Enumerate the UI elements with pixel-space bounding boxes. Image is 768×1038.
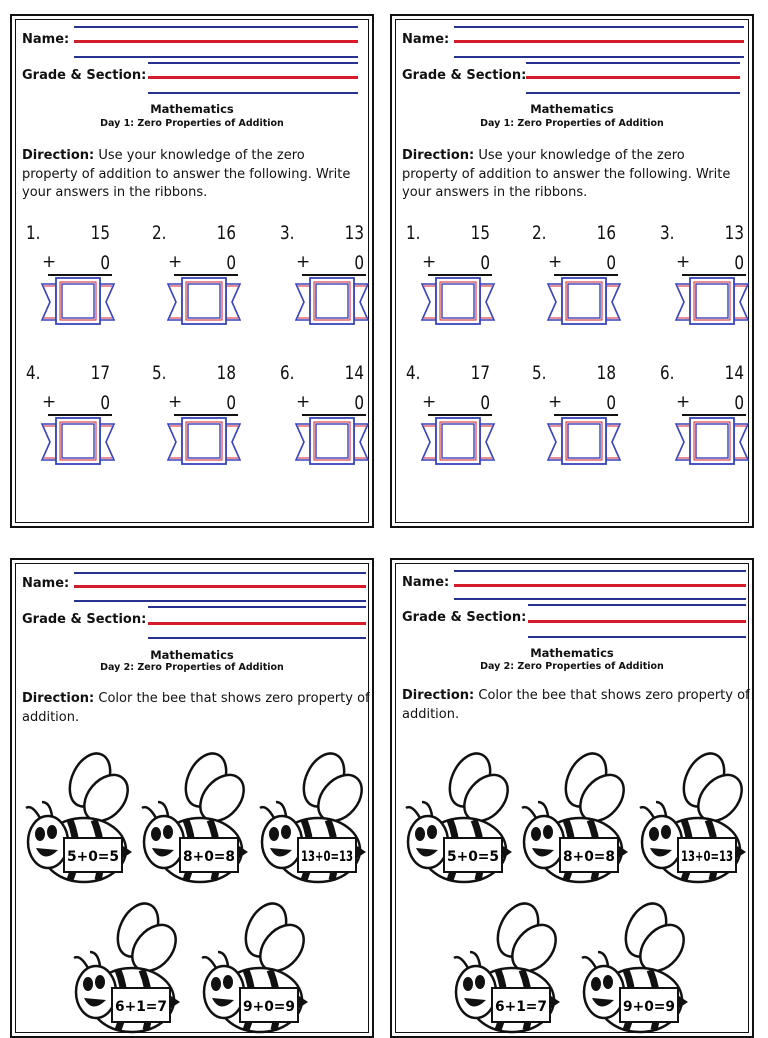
bee-3[interactable] [636, 750, 748, 890]
problem-4 [406, 362, 516, 492]
addend-bottom: 0 [100, 252, 110, 274]
addend-top: 18 [216, 362, 236, 384]
problem-4 [26, 362, 136, 492]
bee-4[interactable] [450, 900, 562, 1038]
problem-number: 1. [406, 222, 421, 244]
problem-6 [660, 362, 754, 492]
direction-body: Use your knowledge of the zero property of addition to answer the following. Write your answers in the ribbons. [402, 148, 731, 200]
problem-number: 4. [406, 362, 421, 384]
day-title: Day 2: Zero Properties of Addition [480, 661, 664, 672]
direction-body: Color the bee that shows zero property of addition. [22, 691, 370, 725]
direction-body: Use your knowledge of the zero property of addition to answer the following. Write your answers in the ribbons. [22, 148, 351, 200]
answer-ribbon[interactable] [38, 414, 118, 470]
problem-number: 6. [660, 362, 675, 384]
name-label: Name: [22, 576, 70, 591]
name-line-bottom [74, 56, 358, 58]
addend-bottom: 0 [734, 392, 744, 414]
addend-bottom: 0 [226, 252, 236, 274]
addend-top: 17 [470, 362, 490, 384]
bee-equation: 9+0=9 [243, 999, 295, 1015]
answer-ribbon[interactable] [164, 414, 244, 470]
plus-sign: + [42, 392, 57, 412]
addend-bottom: 0 [480, 392, 490, 414]
bee-equation: 6+1=7 [115, 999, 167, 1015]
name-line-bottom [454, 56, 744, 58]
answer-ribbon[interactable] [292, 414, 372, 470]
answer-ribbon[interactable] [418, 274, 498, 330]
direction-label: Direction: [22, 148, 95, 163]
addend-top: 13 [344, 222, 364, 244]
grade-line-top [528, 604, 746, 606]
day-title: Day 2: Zero Properties of Addition [100, 662, 284, 673]
problem-number: 2. [532, 222, 547, 244]
problem-1 [406, 222, 516, 352]
bee-4[interactable] [70, 900, 182, 1038]
subject-title: Mathematics [150, 648, 234, 662]
direction-text [22, 147, 352, 203]
answer-ribbon[interactable] [544, 414, 624, 470]
addend-top: 16 [216, 222, 236, 244]
grade-section-line[interactable] [528, 620, 746, 623]
grade-section-label: Grade & Section: [22, 68, 147, 83]
bee-1[interactable] [402, 750, 514, 890]
bee-equation: 13+0=13 [301, 849, 353, 865]
problem-number: 5. [532, 362, 547, 384]
problem-number: 3. [660, 222, 675, 244]
grade-section-label: Grade & Section: [402, 68, 527, 83]
addend-top: 14 [724, 362, 744, 384]
grade-line-bottom [148, 637, 366, 639]
problem-3 [660, 222, 754, 352]
plus-sign: + [168, 392, 183, 412]
subject-title: Mathematics [530, 102, 614, 116]
name-line[interactable] [74, 585, 366, 588]
addend-bottom: 0 [354, 392, 364, 414]
bee-5[interactable] [578, 900, 690, 1038]
plus-sign: + [422, 392, 437, 412]
grade-section-line[interactable] [526, 76, 740, 79]
problem-6 [280, 362, 374, 492]
problem-number: 4. [26, 362, 41, 384]
direction-label: Direction: [22, 691, 95, 706]
name-line-bottom [74, 600, 366, 602]
grade-line-bottom [526, 92, 740, 94]
bee-2[interactable] [518, 750, 630, 890]
day-title: Day 1: Zero Properties of Addition [100, 118, 284, 129]
answer-ribbon[interactable] [672, 274, 752, 330]
problem-3 [280, 222, 374, 352]
grade-line-bottom [148, 92, 358, 94]
answer-ribbon[interactable] [544, 274, 624, 330]
name-label: Name: [402, 32, 450, 47]
bee-2[interactable] [138, 750, 250, 890]
addend-bottom: 0 [226, 392, 236, 414]
direction-body: Color the bee that shows zero property of addition. [402, 688, 750, 722]
plus-sign: + [42, 252, 57, 272]
name-line[interactable] [454, 40, 744, 43]
name-line-top [74, 572, 366, 574]
addend-top: 15 [470, 222, 490, 244]
name-line-top [454, 570, 746, 572]
problem-number: 2. [152, 222, 167, 244]
bee-equation: 5+0=5 [67, 849, 119, 865]
addend-bottom: 0 [734, 252, 744, 274]
bee-equation: 8+0=8 [183, 849, 235, 865]
worksheet-day1-right [390, 14, 754, 528]
plus-sign: + [296, 252, 311, 272]
grade-line-top [148, 62, 358, 64]
grade-section-line[interactable] [148, 622, 366, 625]
addend-top: 17 [90, 362, 110, 384]
subject-title: Mathematics [530, 646, 614, 660]
addend-top: 13 [724, 222, 744, 244]
grade-line-bottom [528, 636, 746, 638]
name-label: Name: [402, 575, 450, 590]
direction-text [402, 687, 752, 724]
bee-equation: 13+0=13 [681, 849, 733, 865]
problem-5 [532, 362, 642, 492]
addend-bottom: 0 [480, 252, 490, 274]
grade-section-label: Grade & Section: [402, 610, 527, 625]
addend-bottom: 0 [606, 392, 616, 414]
subject-title: Mathematics [150, 102, 234, 116]
bee-3[interactable] [256, 750, 368, 890]
problem-2 [152, 222, 262, 352]
plus-sign: + [676, 252, 691, 272]
name-line-top [454, 26, 744, 28]
addend-top: 16 [596, 222, 616, 244]
answer-ribbon[interactable] [672, 414, 752, 470]
bee-5[interactable] [198, 900, 310, 1038]
worksheet-day1-left [10, 14, 374, 528]
direction-text [402, 147, 732, 203]
answer-ribbon[interactable] [38, 274, 118, 330]
answer-ribbon[interactable] [164, 274, 244, 330]
problem-number: 1. [26, 222, 41, 244]
worksheet-day2-right [390, 558, 754, 1038]
direction-text [22, 690, 372, 727]
problem-number: 3. [280, 222, 295, 244]
addend-bottom: 0 [606, 252, 616, 274]
plus-sign: + [168, 252, 183, 272]
problem-1 [26, 222, 136, 352]
plus-sign: + [548, 252, 563, 272]
addend-bottom: 0 [354, 252, 364, 274]
name-line-top [74, 26, 358, 28]
answer-ribbon[interactable] [292, 274, 372, 330]
name-line[interactable] [74, 40, 358, 43]
name-line-bottom [454, 598, 746, 600]
bee-equation: 6+1=7 [495, 999, 547, 1015]
answer-ribbon[interactable] [418, 414, 498, 470]
bee-equation: 9+0=9 [623, 999, 675, 1015]
grade-line-top [526, 62, 740, 64]
worksheet-day2-left [10, 558, 374, 1038]
grade-section-line[interactable] [148, 76, 358, 79]
addend-top: 14 [344, 362, 364, 384]
addend-top: 15 [90, 222, 110, 244]
problem-2 [532, 222, 642, 352]
addend-top: 18 [596, 362, 616, 384]
name-label: Name: [22, 32, 70, 47]
problem-number: 5. [152, 362, 167, 384]
problem-number: 6. [280, 362, 295, 384]
plus-sign: + [296, 392, 311, 412]
bee-1[interactable] [22, 750, 134, 890]
bee-equation: 8+0=8 [563, 849, 615, 865]
plus-sign: + [422, 252, 437, 272]
addend-bottom: 0 [100, 392, 110, 414]
direction-label: Direction: [402, 148, 475, 163]
name-line[interactable] [454, 584, 746, 587]
bee-equation: 5+0=5 [447, 849, 499, 865]
direction-label: Direction: [402, 688, 475, 703]
grade-section-label: Grade & Section: [22, 612, 147, 627]
day-title: Day 1: Zero Properties of Addition [480, 118, 664, 129]
problem-5 [152, 362, 262, 492]
grade-line-top [148, 606, 366, 608]
plus-sign: + [548, 392, 563, 412]
plus-sign: + [676, 392, 691, 412]
